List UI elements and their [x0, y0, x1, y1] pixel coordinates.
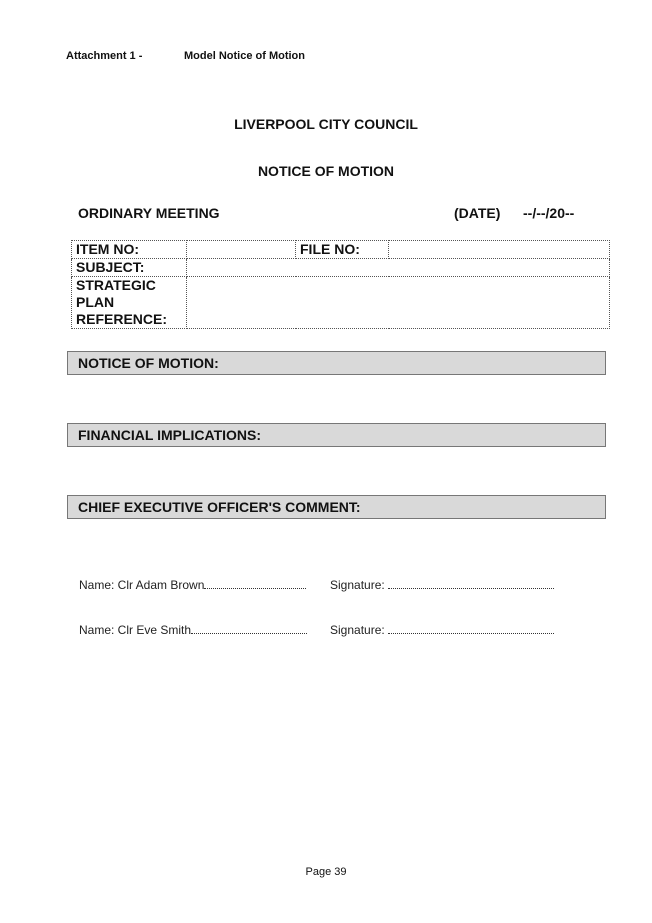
date-label: (DATE) — [454, 205, 501, 221]
file-no-label: FILE NO: — [296, 241, 389, 259]
item-info-table — [71, 240, 610, 329]
subject-label: SUBJECT: — [72, 259, 187, 277]
signatory-signature-row — [330, 577, 554, 592]
notice-of-motion-heading: NOTICE OF MOTION: — [67, 351, 606, 375]
name-line[interactable] — [191, 622, 307, 634]
strategic-plan-field[interactable] — [187, 277, 610, 329]
signatory-name-label: Name: Clr Adam Brown — [79, 578, 205, 592]
strategic-label-line: PLAN — [76, 294, 115, 310]
signature-line[interactable] — [388, 577, 554, 589]
strategic-label-line: REFERENCE: — [76, 311, 168, 327]
table-row — [72, 277, 610, 329]
signature-label: Signature: — [330, 578, 385, 592]
table-row — [72, 259, 610, 277]
name-line[interactable] — [204, 577, 306, 589]
signature-line[interactable] — [388, 622, 554, 634]
council-title: LIVERPOOL CITY COUNCIL — [234, 116, 418, 132]
meeting-type: ORDINARY MEETING — [78, 205, 220, 221]
page-number: Page 39 — [305, 866, 347, 878]
signatory-name-row — [79, 577, 306, 592]
subject-field[interactable] — [187, 259, 610, 277]
item-no-label: ITEM NO: — [72, 241, 187, 259]
signatory-signature-row — [330, 622, 554, 637]
signatory-name-label: Name: Clr Eve Smith — [79, 623, 192, 637]
file-no-field[interactable] — [389, 241, 610, 259]
item-no-field[interactable] — [187, 241, 296, 259]
financial-implications-heading: FINANCIAL IMPLICATIONS: — [67, 423, 606, 447]
table-row — [72, 241, 610, 259]
notice-title: NOTICE OF MOTION — [257, 163, 395, 179]
signatory-name-row — [79, 622, 307, 637]
ceo-comment-heading: CHIEF EXECUTIVE OFFICER'S COMMENT: — [67, 495, 606, 519]
date-value[interactable]: --/--/20-- — [523, 205, 575, 221]
attachment-label: Attachment 1 - — [66, 50, 143, 62]
strategic-plan-label — [72, 277, 187, 329]
strategic-label-line: STRATEGIC — [76, 277, 156, 293]
document-subtitle: Model Notice of Motion — [184, 50, 305, 62]
signature-label: Signature: — [330, 623, 385, 637]
